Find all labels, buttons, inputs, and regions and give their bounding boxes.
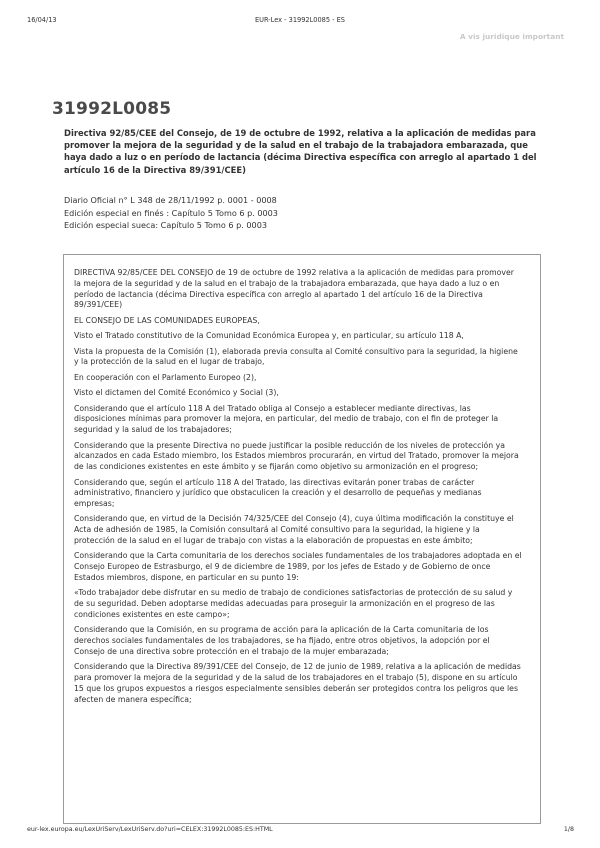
document-text-box	[63, 254, 541, 824]
recital-paragraph: Considerando que la Directiva 89/391/CEE del Consejo, de 12 de junio de 1989, relativa a la aplicación de medidas para promover la mejora de la seguridad y de la salud de los trabajadores en el trabajo (5), dispone en su artículo 15 que los grupos expuestos a riesgos especialmente sensibles deberán ser protegidos contra los peligros que les afecten de manera específica;	[74, 662, 521, 704]
recital-paragraph: Vista la propuesta de la Comisión (1), elaborada previa consulta al Comité consultivo para la seguridad, la higiene y la protección de la salud en el lugar de trabajo,	[74, 346, 518, 367]
recital-paragraph: Considerando que la Comisión, en su programa de acción para la aplicación de la Carta comunitaria de los derechos sociales fundamentales de los trabajadores, se ha fijado, entre otros objetivos, la adopción por el Consejo de una directiva sobre protección en el trabajo de la mujer embarazada;	[74, 625, 490, 657]
journal-references	[64, 194, 278, 232]
recital-paragraph: En cooperación con el Parlamento Europeo (2),	[74, 372, 257, 382]
recital-paragraph: Visto el dictamen del Comité Económico y Social (3),	[74, 388, 279, 398]
recital-paragraph: Considerando que la Carta comunitaria de los derechos sociales fundamentales de los trabajadores adoptada en el Consejo Europeo de Estrasburgo, el 9 de diciembre de 1989, por los jefes de Estado y de Gobierno de once Estados miembros, dispone, en particular en su punto 19:	[74, 551, 522, 583]
directive-heading: DIRECTIVA 92/85/CEE DEL CONSEJO de 19 de octubre de 1992 relativa a la aplicación de medidas para promover la mejora de la seguridad y de la salud en el trabajo de la trabajadora embarazada, que haya dado a luz o en período de lactancia (décima Directiva específica con arreglo al apartado 1 del artículo 16 de la Directiva 89/391/CEE)	[74, 268, 514, 310]
recital-paragraph: Visto el Tratado constitutivo de la Comunidad Económica Europea y, en particular, su artículo 118 A,	[74, 331, 464, 341]
recital-paragraph: Considerando que el artículo 118 A del Tratado obliga al Consejo a establecer mediante directivas, las disposiciones mínimas para promover la mejora, en particular, del medio de trabajo, con el fin de proteger la seguridad y la salud de los trabajadores;	[74, 403, 499, 435]
print-date: 16/04/13	[27, 16, 57, 24]
print-url: eur-lex.europa.eu/LexUriServ/LexUriServ.do?uri=CELEX:31992L0085:ES:HTML	[27, 826, 273, 833]
recital-paragraph: Considerando que la presente Directiva no puede justificar la posible reducción de los niveles de protección ya alcanzados en cada Estado miembro, los Estados miembros procurarán, en virtud del Tratado, promover la mejora de las condiciones existentes en este ámbito y se fijarán como objetivo su armonización en el progreso;	[74, 440, 519, 472]
document-body	[64, 255, 540, 706]
swedish-edition-reference: Edición especial sueca: Capítulo 5 Tomo 6 p. 0003	[64, 220, 268, 231]
recital-quote: «Todo trabajador debe disfrutar en su medio de trabajo de condiciones satisfactorias de protección de su salud y de su seguridad. Deben adoptarse medidas adecuadas para proseguir la armonización en el progreso de las condiciones existentes en este campo»;	[74, 588, 513, 620]
print-page-title: EUR-Lex - 31992L0085 - ES	[254, 16, 345, 24]
document-title: Directiva 92/85/CEE del Consejo, de 19 de octubre de 1992, relativa a la aplicación de medidas para promover la mejora de la seguridad y de la salud en el trabajo de la trabajadora embarazada, que haya dado a luz o en período de lactancia (décima Directiva específica con arreglo al apartado 1 del artículo 16 de la Directiva 89/391/CEE)	[64, 128, 537, 175]
recital-paragraph: Considerando que, en virtud de la Decisión 74/325/CEE del Consejo (4), cuya última modificación la constituye el Acta de adhesión de 1985, la Comisión consultará al Comité consultivo para la seguridad, la higiene y la protección de la salud en el lugar de trabajo con vistas a la elaboración de propuestas en este ámbito;	[74, 514, 514, 546]
celex-number: 31992L0085	[52, 99, 172, 119]
council-preamble: EL CONSEJO DE LAS COMUNIDADES EUROPEAS,	[74, 315, 260, 325]
recital-paragraph: Considerando que, según el artículo 118 A del Tratado, las directivas evitarán poner trabas de carácter administrativo, financiero y jurídico que obstaculicen la creación y el desarrollo de pequeñas y medianas empresas;	[74, 477, 482, 509]
finnish-edition-reference: Edición especial en finés : Capítulo 5 Tomo 6 p. 0003	[64, 207, 278, 218]
legal-notice-link[interactable]: A vis juridique important	[459, 32, 564, 41]
official-journal-reference: Diario Oficial n° L 348 de 28/11/1992 p. 0001 - 0008	[64, 195, 277, 205]
page-number: 1/8	[563, 826, 574, 833]
